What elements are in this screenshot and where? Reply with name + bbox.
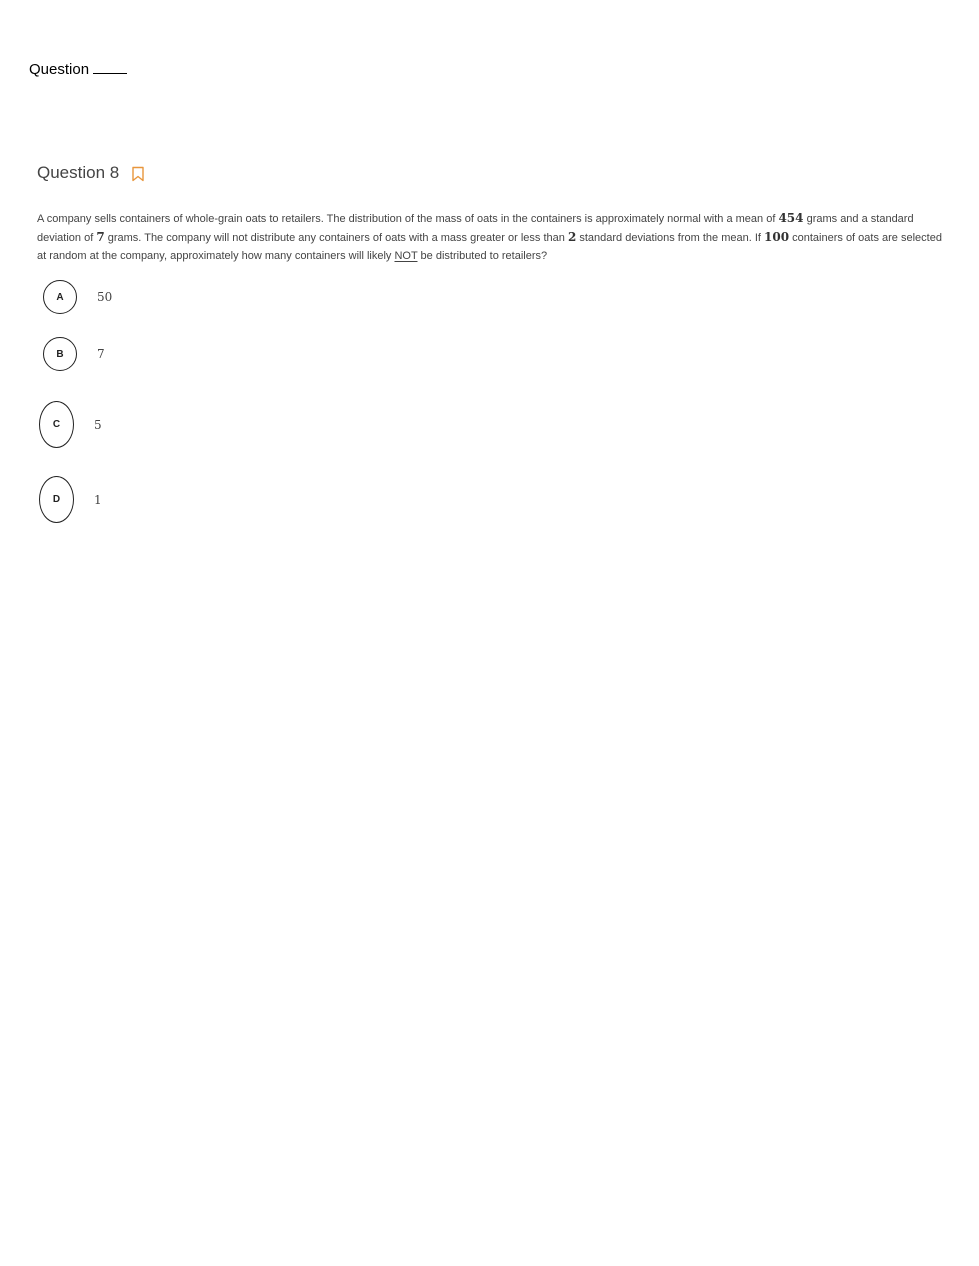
question-title: Question 8 (37, 163, 120, 182)
document-header (29, 59, 127, 80)
bookmark-icon[interactable] (131, 166, 145, 182)
choice-d-value: 1 (94, 492, 102, 507)
sd-value: 7 (96, 230, 105, 244)
choice-d-letter: D (52, 494, 61, 505)
choice-a-circle[interactable] (43, 280, 77, 314)
header-blank-line (93, 59, 127, 74)
choice-b-circle[interactable] (43, 337, 77, 371)
choice-b-letter: B (56, 348, 64, 360)
choice-d-circle[interactable] (39, 476, 74, 523)
choice-a-letter: A (56, 291, 64, 303)
choice-b[interactable] (43, 337, 105, 371)
choice-a[interactable] (43, 280, 112, 314)
choice-c[interactable] (39, 401, 102, 448)
choice-b-value: 7 (97, 347, 105, 361)
k-value: 2 (567, 230, 577, 244)
choice-a-value: 50 (97, 290, 113, 304)
choice-c-letter: C (52, 419, 61, 430)
choice-c-circle[interactable] (39, 401, 74, 448)
choice-c-value: 5 (94, 417, 102, 432)
choice-d[interactable] (39, 476, 102, 523)
sample-size-value: 100 (764, 230, 790, 244)
emphasis-not: NOT (394, 250, 418, 262)
question-text: A company sells containers of whole-grain oats to retailers. The distribution of the mass of oats in the containers is approximately normal with a mean of 454 grams and a standard deviation of 7 grams. The company will not distribute any containers of oats with a mass greater or less than 2 standard deviations from the mean. If 100 containers of oats are selected at random at the company, approximately how many containers will likely NOT be distributed to retailers? (37, 211, 942, 262)
header-label: Question (29, 61, 90, 78)
mean-value: 454 (778, 211, 804, 225)
